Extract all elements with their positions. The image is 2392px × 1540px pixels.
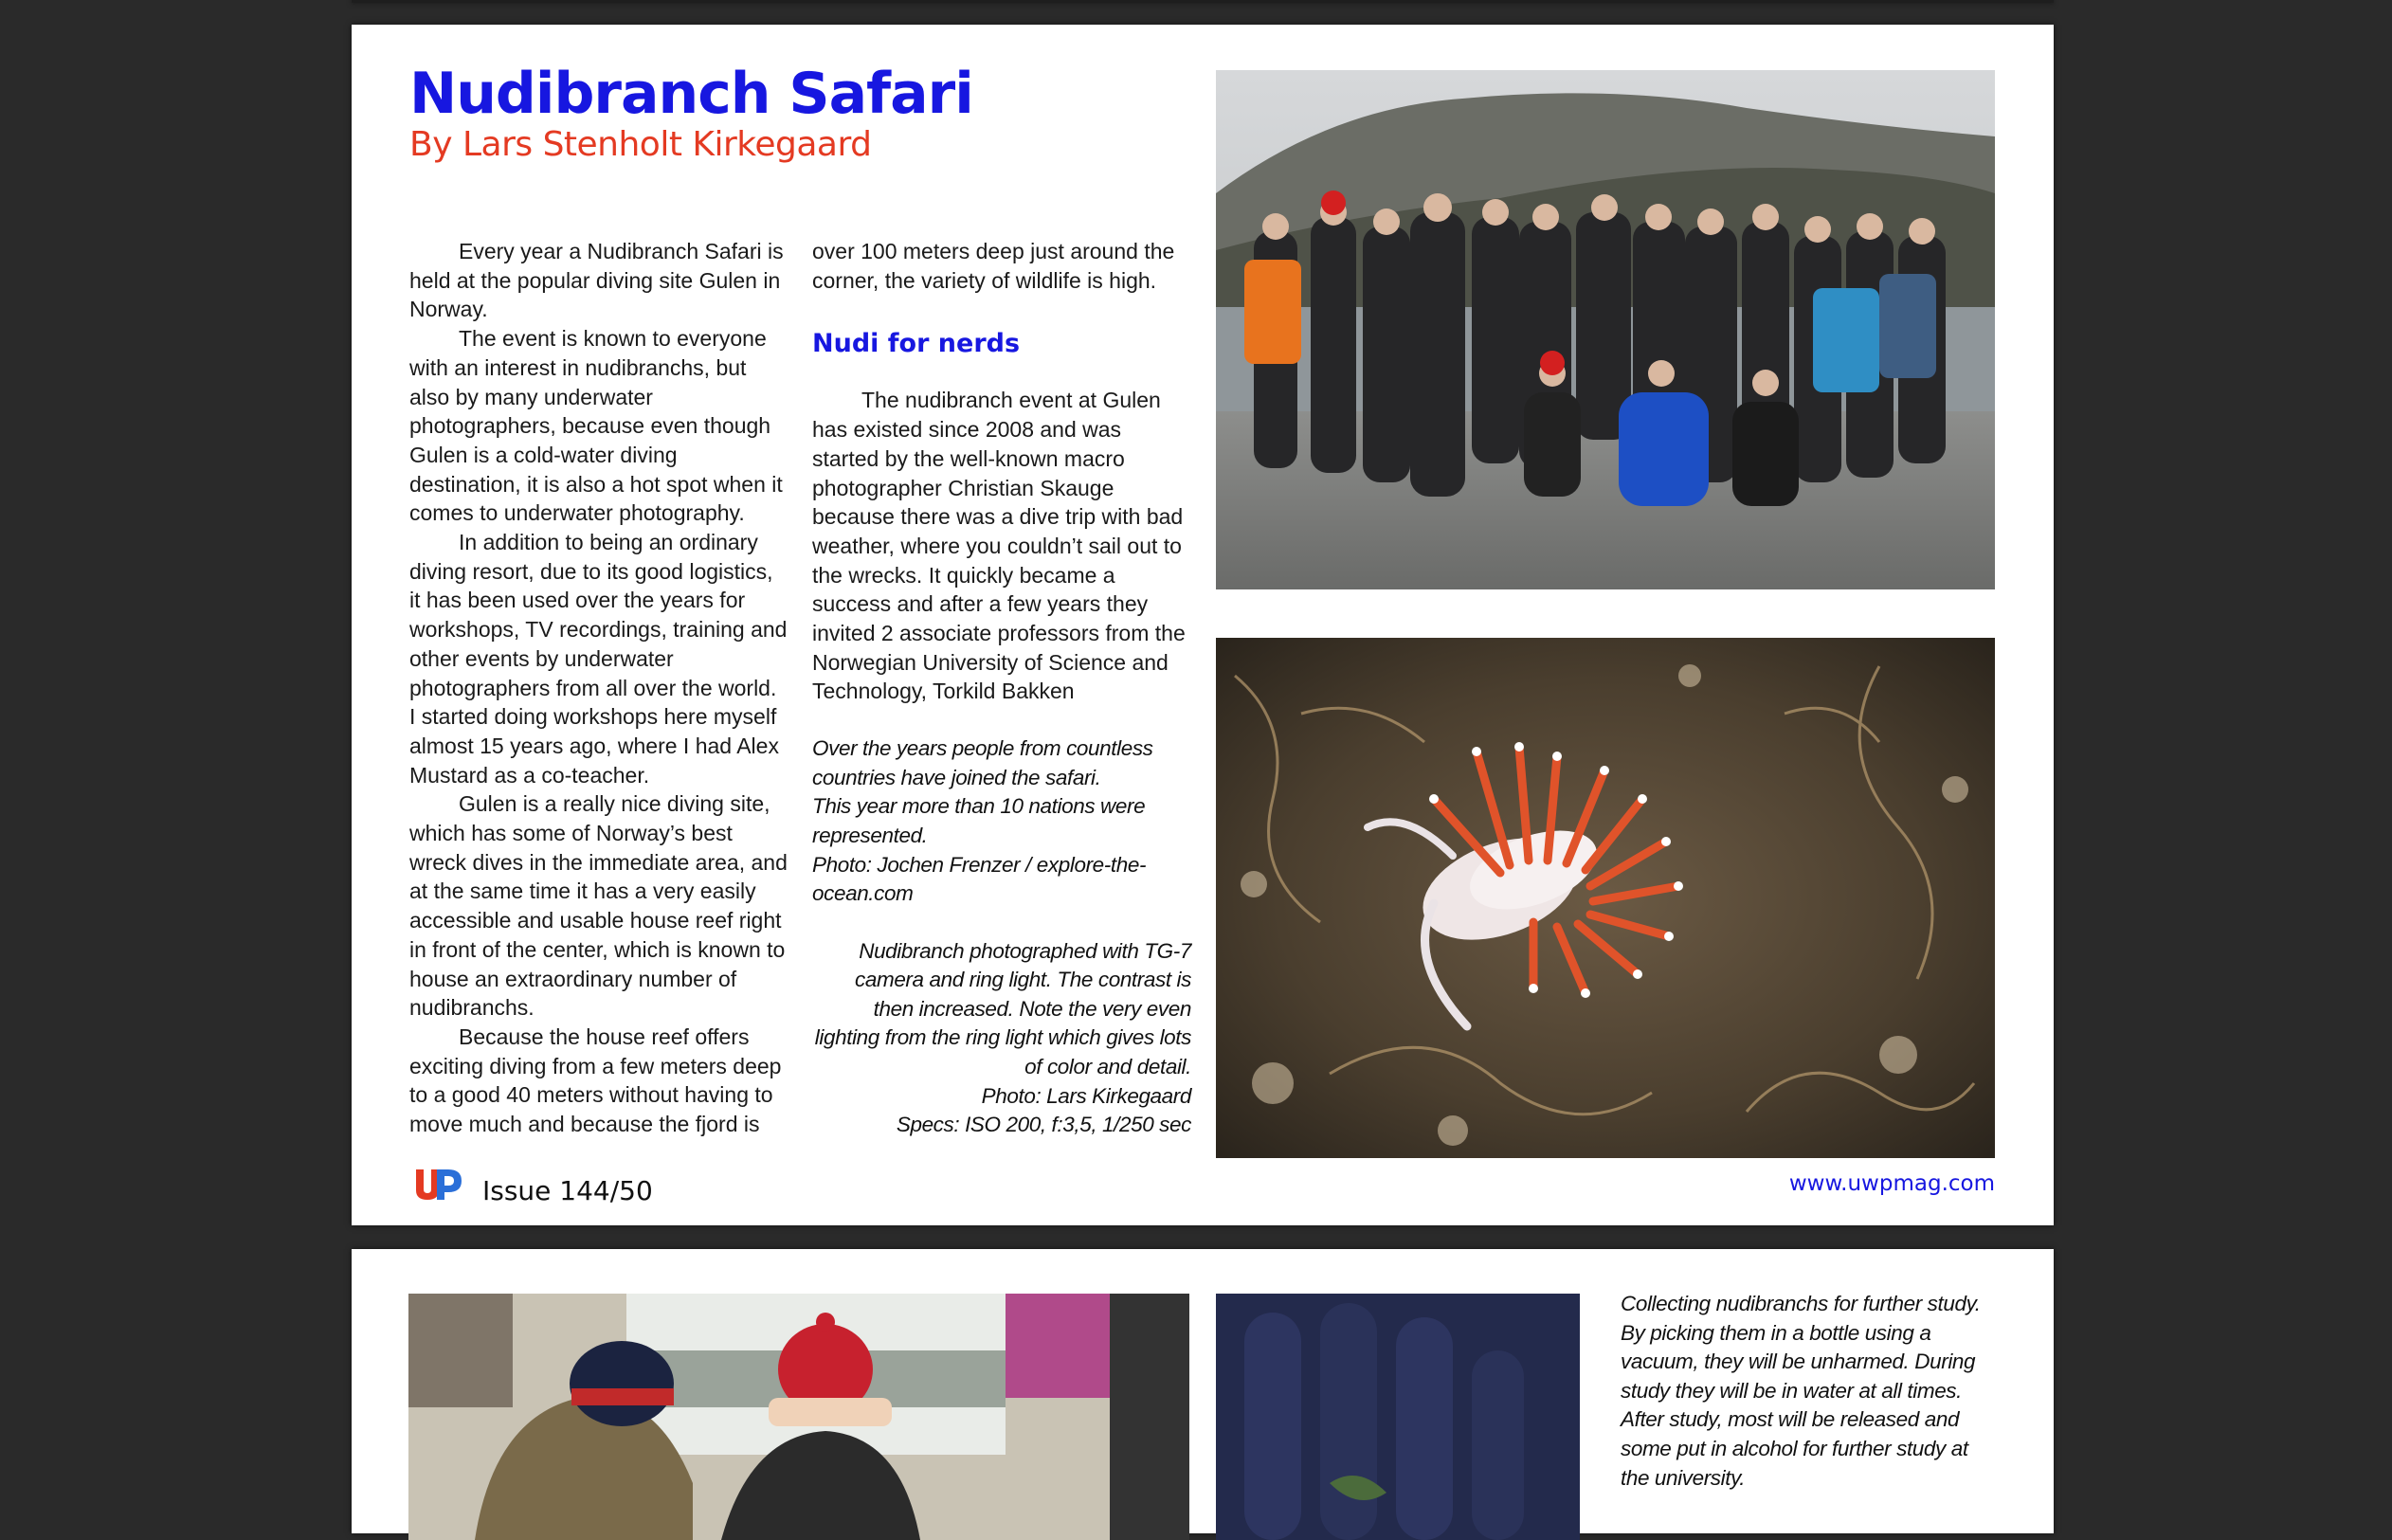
paragraph: In addition to being an ordinary diving resort, due to its good logistics, it has been used over the years for workshops, TV recordings, training and other events by underwater photographers from all over the world. I started doing workshops here myself almost 15 years ago, where I had Alex Mustard as a co-teacher. [409,530,788,788]
website-link[interactable]: www.uwpmag.com [1788,1171,1995,1196]
nudibranch-photo-caption: Nudibranch photographed with TG-7 camera and ring light. The contrast is then increased. Note the very even lighting from the ring light which gives lots of color and detail. Photo: Lars Kirkegaard Specs: ISO 200, f:3,5, 1/250 sec [814,938,1191,1137]
group-photo-caption: Over the years people from countless countries have joined the safari. This year more than 10 nations were represented. Photo: Jochen Frenzer / explore-the-ocean.com [812,736,1153,906]
paragraph: Because the house reef offers exciting diving from a few meters deep to a good 40 meters without having to move much and because the fjord is [409,1024,782,1137]
subheading: Nudi for nerds [812,329,1021,359]
nudibranch-photo [1216,638,1995,1158]
left-column [409,237,788,1139]
workshop-photo [408,1294,1189,1540]
group-photo [1216,70,1995,589]
magazine-page [352,25,2054,1225]
right-column [812,237,1191,1140]
article-byline: By Lars Stenholt Kirkegaard [409,125,872,164]
issue-number: Issue 144/50 [482,1175,653,1206]
paragraph: The nudibranch event at Gulen has existed since 2008 and was started by the well-known macro photographer Christian Skauge because there was a dive trip with bad weather, where you couldn’t sail out to the wrecks. It quickly became a success and after a few years they invited 2 associate professors from the Norwegian University of Science and Technology, Torkild Bakken [812,388,1186,704]
paragraph: Gulen is a really nice diving site, which has some of Norway’s best wreck dives in the immediate area, and at the same time it has a very easily accessible and usable house reef right in front of the center, which is known to house an extraordinary number of nudibranchs. [409,791,788,1021]
previous-page-edge [352,0,2054,3]
paragraph-continuation: over 100 meters deep just around the corner, the variety of wildlife is high. [812,239,1175,293]
collecting-caption: Collecting nudibranchs for further study. By picking them in a bottle using a vacuum, they will be unharmed. During study they will be in water at all times. After study, most will be released and some put in alcohol for further study at the university. [1621,1292,1981,1490]
paragraph: Every year a Nudibranch Safari is held at the popular diving site Gulen in Norway. [409,239,784,322]
glove-photo [1216,1294,1580,1540]
next-magazine-page [352,1249,2054,1533]
paragraph: The event is known to everyone with an interest in nudibranchs, but also by many underwater photographers, because even though Gulen is a cold-water diving destination, it is also a hot spot when it comes to underwater photography. [409,326,783,526]
uwp-logo [412,1166,465,1204]
article-title: Nudibranch Safari [409,61,973,127]
